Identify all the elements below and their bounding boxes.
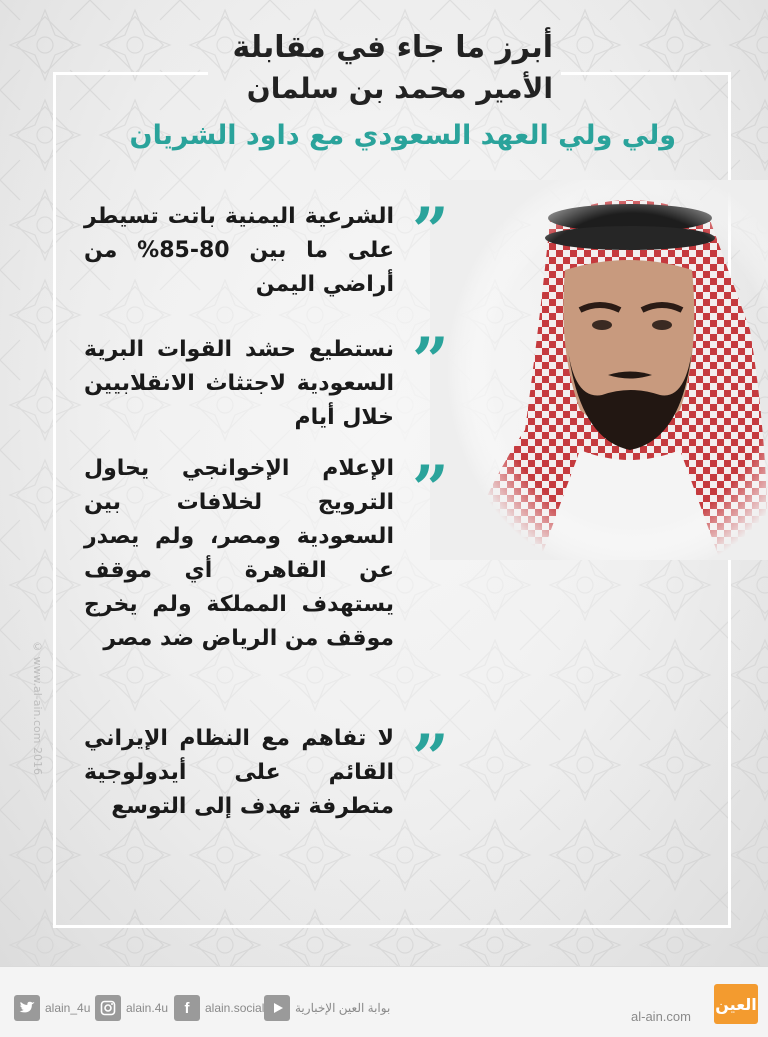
site-url[interactable]: al-ain.com xyxy=(631,1009,691,1024)
copyright-watermark: © www.al-ain.com 2016 xyxy=(31,640,44,775)
quote-4: لا تفاهم مع النظام الإيراني القائم على أيدولوجية متطرفة تهدف إلى التوسع xyxy=(84,726,394,819)
twitter-label: alain_4u xyxy=(45,1001,91,1015)
youtube-icon xyxy=(264,995,290,1021)
quote-mark-icon: ” xyxy=(412,452,449,527)
instagram-label: alain.4u xyxy=(126,1001,169,1015)
portrait-photo xyxy=(430,180,768,560)
twitter-link[interactable] xyxy=(14,995,90,1021)
twitter-icon xyxy=(14,995,40,1021)
instagram-link[interactable] xyxy=(95,995,168,1021)
brand-logo: العين xyxy=(714,984,758,1024)
title-line-3: ولي ولي العهد السعودي مع داود الشريان xyxy=(129,120,676,151)
facebook-label: alain.social xyxy=(205,1001,265,1015)
frame-top-left xyxy=(53,72,208,75)
quote-3: الإعلام الإخوانجي يحاول الترويج لخلافات بين السعودية ومصر، ولم يصدر عن القاهرة أي موقف يستهدف المملكة ولم يخرج موقف من الرياض ضد مصر xyxy=(84,456,394,651)
youtube-link[interactable] xyxy=(264,995,390,1021)
quote-2: نستطيع حشد القوات البرية السعودية لاجتثاث الانقلابيين خلال أيام xyxy=(84,337,394,430)
title-line-1: أبرز ما جاء في مقابلة xyxy=(232,30,553,65)
instagram-icon xyxy=(95,995,121,1021)
frame-top-right xyxy=(561,72,731,75)
facebook-icon: f xyxy=(174,995,200,1021)
quote-1: الشرعية اليمنية باتت تسيطر على ما بين 80-85% من أراضي اليمن xyxy=(84,204,394,297)
youtube-label: بوابة العين الإخبارية xyxy=(295,1001,391,1015)
title-line-2: الأمير محمد بن سلمان xyxy=(246,72,553,105)
quote-mark-icon: ” xyxy=(412,721,449,796)
quote-mark-icon: ” xyxy=(412,194,449,269)
quote-mark-icon: ” xyxy=(412,324,449,399)
facebook-link[interactable] xyxy=(174,995,264,1021)
